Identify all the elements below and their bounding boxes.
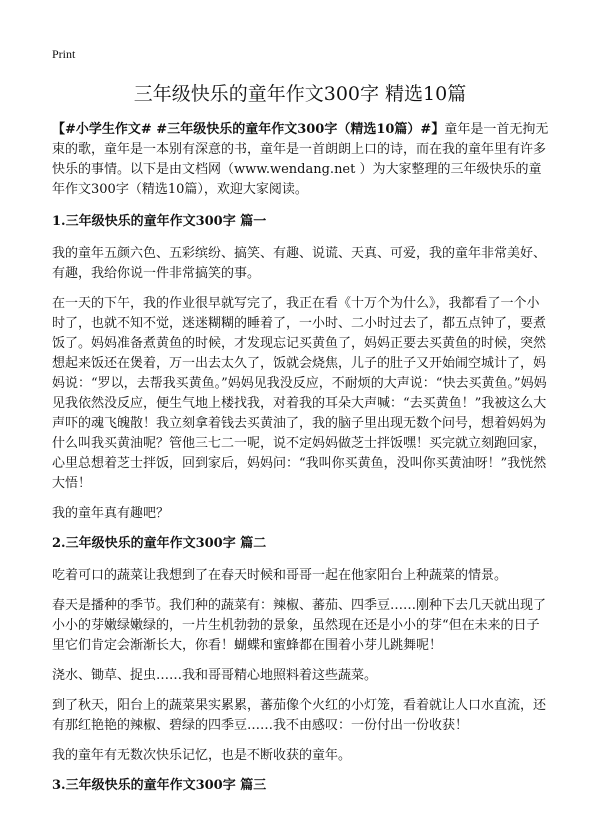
page-title: 三年级快乐的童年作文300字 精选10篇: [133, 83, 467, 105]
section-heading-2: 2.三年级快乐的童年作文300字 篇二: [52, 536, 267, 551]
section-heading-3: 3.三年级快乐的童年作文300字 篇三: [52, 778, 267, 793]
paragraph: 春天是播种的季节。我们种的蔬菜有：辣椒、蕃茄、四季豆……刚种下去几天就出现了小小的芽嫩绿嫩绿的，一片生机勃勃的景象，虽然现在还是小小的芽“但在未来的日子里它们肯定会渐渐长大，你看！蝴蝶和蜜蜂都在围着小芽儿跳舞呢！: [52, 598, 547, 653]
section-heading-1: 1.三年级快乐的童年作文300字 篇一: [52, 214, 267, 229]
paragraph: 在一天的下午，我的作业很早就写完了，我正在看《十万个为什么》，我都看了一个小时了，也就不知不觉，迷迷糊糊的睡着了，一小时、二小时过去了，都五点钟了，要煮饭了。妈妈准备煮黄鱼的时候，才发现忘记买黄鱼了，妈妈正要去买黄鱼的时候，突然想起来饭还在煲着，万一出去太久了，饭就会烧焦，儿子的肚子又开始闹空城计了，妈妈说：“罗以，去帮我买黄鱼。”妈妈见我没反应，不耐烦的大声说：“快去买黄鱼。”妈妈见我依然没反应，便生气地上楼找我，对着我的耳朵大声喊：“去买黄鱼！”我被这么大声吓的魂飞魄散！我立刻拿着钱去买黄油了，我的脑子里出现无数个问号，想着妈妈为什么叫我买黄油呢？管他三七二一呢，说不定妈妈做芝士拌饭嘿！买完就立刻跑回家，心里总想着芝士拌饭，回到家后，妈妈问：“我叫你买黄鱼，没叫你买黄油呀！”我恍然大悟！: [52, 296, 547, 491]
paragraph: 我的童年真有趣吧？: [52, 506, 170, 521]
paragraph: 到了秋天，阳台上的蔬菜果实累累，蕃茄像个火红的小灯笼，看着就让人口水直流，还有那红艳艳的辣椒、碧绿的四季豆……我不由感叹：一份付出一份收获！: [52, 698, 547, 733]
paragraph: 我的童年五颜六色、五彩缤纷、搞笑、有趣、说谎、天真、可爱，我的童年非常美好、有趣，我给你说一件非常搞笑的事。: [52, 246, 547, 281]
print-label: Print: [52, 47, 76, 61]
paragraph: 我的童年有无数次快乐记忆，也是不断收获的童年。: [52, 748, 352, 763]
paragraph: 浇水、锄草、捉虫……我和哥哥精心地照料着这些蔬菜。: [52, 668, 378, 683]
intro-tags: 【#小学生作文# #三年级快乐的童年作文300字（精选10篇）#】: [52, 122, 445, 137]
intro-paragraph: [52, 120, 550, 200]
paragraph: 吃着可口的蔬菜让我想到了在春天时候和哥哥一起在他家阳台上种蔬菜的情景。: [52, 568, 508, 583]
article-body: [52, 120, 550, 808]
intro-text: 童年是一首无拘无束的歌，童年是一本别有深意的书，童年是一首朗朗上口的诗，而在我的童年里有许多快乐的事情。以下是由文档网（www.wendang.net ）为大家整理的三年级快乐的童年作文300字（精选10篇），欢迎大家阅读。: [52, 122, 549, 197]
